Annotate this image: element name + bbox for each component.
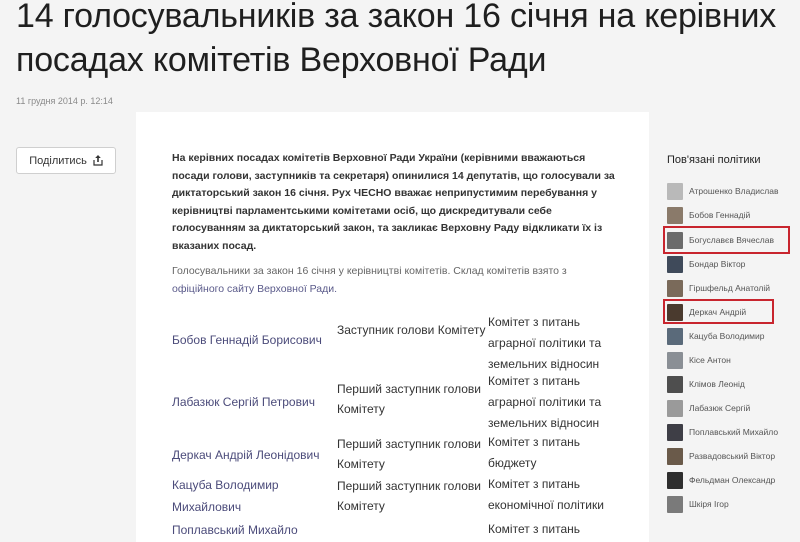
- avatar: [667, 183, 683, 200]
- related-politician-name: Богуславєв Вячеслав: [689, 235, 775, 245]
- article-note-text: Голосувальники за закон 16 січня у керівництві комітетів. Склад комітетів взято з: [172, 265, 567, 277]
- related-politician-item[interactable]: [667, 326, 792, 346]
- deputy-name[interactable]: Бобов Геннадій Борисович: [172, 333, 322, 347]
- avatar: [667, 280, 683, 297]
- deputy-position: Перший заступник голови Комітету: [337, 437, 481, 471]
- related-politician-name: Лабазюк Сергій: [689, 403, 751, 413]
- related-politician-item[interactable]: [667, 494, 792, 514]
- related-politician-item[interactable]: [667, 181, 792, 201]
- avatar: [667, 400, 683, 417]
- deputy-committee: Комітет з питань бюджету: [488, 435, 580, 470]
- article-title: 14 голосувальників за закон 16 січня на керівних посадах комітетів Верховної Ради: [16, 0, 777, 79]
- related-politician-name: Фельдман Олександр: [689, 475, 776, 485]
- related-politician-name: Развадовський Віктор: [689, 451, 776, 461]
- related-politician-name: Бобов Геннадій: [689, 210, 751, 220]
- deputy-position: Заступник голови Комітету: [337, 323, 486, 337]
- related-politician-name: Гіршфельд Анатолій: [689, 283, 771, 293]
- share-button[interactable]: [16, 147, 116, 174]
- related-politician-item[interactable]: [667, 254, 792, 274]
- related-politicians-title: Пов'язані політики: [667, 154, 761, 166]
- related-politician-item[interactable]: [667, 446, 792, 466]
- deputy-name[interactable]: Лабазюк Сергій Петрович: [172, 395, 315, 409]
- related-politician-name: Шкіря Ігор: [689, 499, 729, 509]
- related-politician-item[interactable]: [667, 470, 792, 490]
- deputy-committee: Комітет з питань аграрної політики та земельних відносин: [488, 315, 602, 371]
- share-icon: [93, 155, 103, 166]
- article-note: [172, 263, 592, 298]
- deputy-name[interactable]: Деркач Андрій Леонідович: [172, 448, 320, 462]
- highlight-box: [663, 299, 774, 324]
- related-politician-name: Клімов Леонід: [689, 379, 745, 389]
- article-date: 11 грудня 2014 р. 12:14: [16, 96, 113, 106]
- avatar: [667, 207, 683, 224]
- related-politician-name: Деркач Андрій: [689, 307, 747, 317]
- related-politician-item[interactable]: [667, 422, 792, 442]
- related-politician-name: Поплавський Михайло: [689, 427, 779, 437]
- related-politician-item[interactable]: [667, 278, 792, 298]
- highlight-box: [663, 226, 790, 254]
- avatar: [667, 352, 683, 369]
- avatar: [667, 496, 683, 513]
- deputy-name[interactable]: Кацуба Володимир Михайлович: [172, 478, 279, 514]
- avatar: [667, 472, 683, 489]
- related-politician-name: Атрошенко Владислав: [689, 186, 779, 196]
- related-politician-item[interactable]: [667, 205, 792, 225]
- deputy-position: Перший заступник голови Комітету: [337, 382, 481, 416]
- deputy-committee: Комітет з питань аграрної політики та земельних відносин: [488, 374, 602, 430]
- related-politician-name: Кісе Антон: [689, 355, 731, 365]
- related-politician-item[interactable]: [667, 374, 792, 394]
- article-body: [136, 112, 649, 542]
- avatar: [667, 376, 683, 393]
- related-politician-item[interactable]: [667, 398, 792, 418]
- avatar: [667, 256, 683, 273]
- related-politician-name: Кацуба Володимир: [689, 331, 765, 341]
- related-politician-item[interactable]: [667, 350, 792, 370]
- avatar: [667, 328, 683, 345]
- avatar: [667, 424, 683, 441]
- related-politician-name: Бондар Віктор: [689, 259, 746, 269]
- deputy-name[interactable]: Поплавський Михайло: [172, 523, 298, 537]
- deputy-position: Перший заступник голови Комітету: [337, 479, 481, 513]
- share-button-label: Поділитись: [29, 154, 87, 167]
- deputy-committee: Комітет з питань: [488, 522, 580, 536]
- avatar: [667, 448, 683, 465]
- article-lead: На керівних посадах комітетів Верховної Ради України (керівними вважаються посади голови, заступників та секретаря) опинилися 14 депутатів, що голосували за диктаторський закон 16 січня. Рух ЧЕСНО вважає неприпустимим перебування у керівництві парламентськими комітетами осіб, що дискредитували себе голосуванням за диктаторський закон, та закликає Верховну Раду відкликати їх із вказаних посад.: [172, 152, 615, 252]
- deputy-committee: Комітет з питань економічної політики: [488, 477, 604, 512]
- official-site-link[interactable]: офіційного сайту Верховної Ради.: [172, 282, 338, 295]
